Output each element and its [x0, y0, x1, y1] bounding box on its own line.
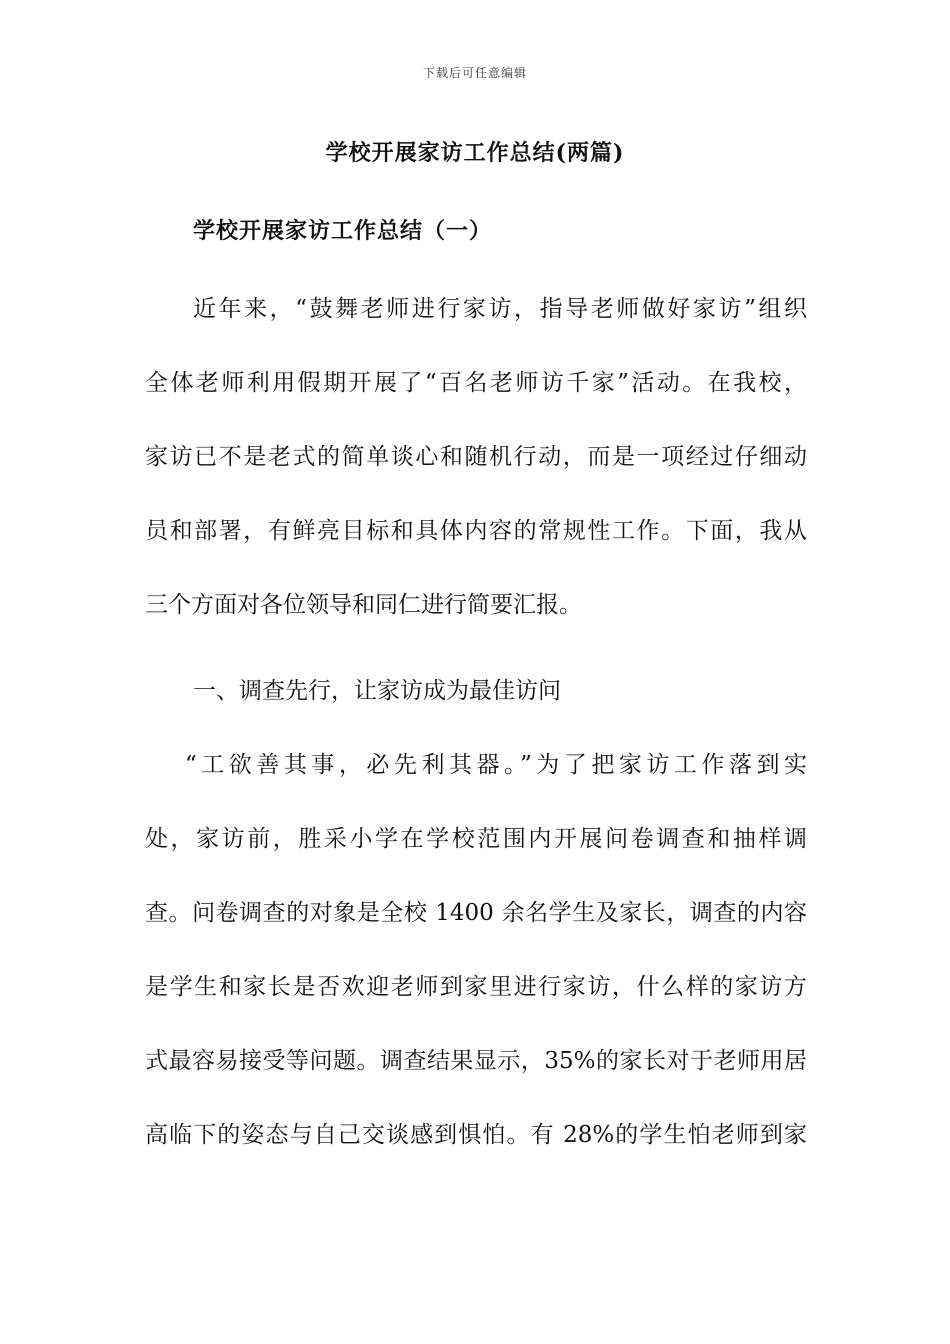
document-title: 学校开展家访工作总结(两篇)	[325, 140, 625, 166]
paragraph-line: 高临下的姿态与自己交谈感到惧怕。有 28%的学生怕老师到家	[145, 1122, 807, 1148]
paragraph-line: 三个方面对各位领导和同仁进行简要汇报。	[145, 592, 582, 618]
paragraph-line: 员和部署，有鲜亮目标和具体内容的常规性工作。下面，我从	[145, 518, 807, 544]
paragraph-line: 处，家访前，胜采小学在学校范围内开展问卷调查和抽样调	[145, 826, 807, 852]
paragraph-2	[145, 728, 807, 1172]
header-note: 下载后可任意编辑	[422, 66, 527, 80]
paragraph-1	[145, 272, 807, 642]
paragraph-line: 家访已不是老式的简单谈心和随机行动，而是一项经过仔细动	[145, 444, 807, 470]
paragraph-line: 是学生和家长是否欢迎老师到家里进行家访，什么样的家访方	[145, 974, 807, 1000]
paragraph-line: “工欲善其事，必先利其器。”为了把家访工作落到实	[185, 752, 807, 778]
section-title: 学校开展家访工作总结（一）	[193, 218, 493, 244]
subheading-1: 一、调查先行，让家访成为最佳访问	[193, 678, 561, 704]
paragraph-line: 式最容易接受等问题。调查结果显示，35%的家长对于老师用居	[145, 1048, 807, 1074]
paragraph-line: 查。问卷调查的对象是全校 1400 余名学生及家长，调查的内容	[145, 900, 807, 926]
paragraph-line: 近年来，“鼓舞老师进行家访，指导老师做好家访”组织	[193, 296, 807, 322]
paragraph-line: 全体老师利用假期开展了“百名老师访千家”活动。在我校，	[145, 370, 807, 396]
